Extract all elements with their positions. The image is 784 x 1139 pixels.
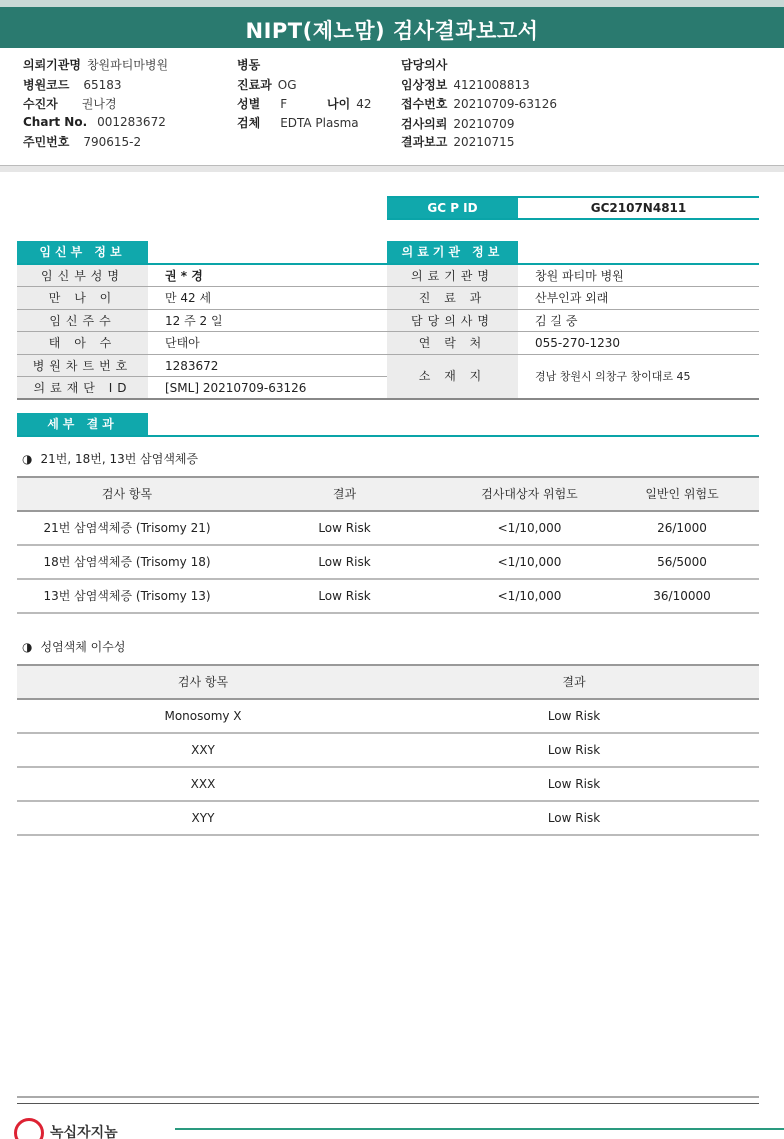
info-row (17, 355, 387, 377)
table-row (17, 768, 759, 802)
info-value: 12 주 2 일 (165, 314, 223, 328)
header-value: EDTA Plasma (280, 116, 359, 130)
header-field (23, 56, 168, 73)
header-field (401, 56, 453, 73)
company-logo-icon (14, 1118, 44, 1139)
table-cell: XYY (191, 811, 215, 825)
header-label: 수진자 (23, 97, 58, 111)
header-label: 나이 (327, 97, 351, 111)
table-header (17, 478, 759, 512)
institution-info-table (387, 265, 759, 400)
header-value: 65183 (83, 78, 122, 92)
table-row (17, 700, 759, 734)
info-key: 태 아 수 (17, 332, 148, 354)
table-cell: 26/1000 (657, 521, 707, 535)
header-label: 병원코드 (23, 78, 70, 92)
header-label: 검체 (237, 116, 261, 130)
header-value: 790615-2 (83, 135, 142, 149)
table-cell: Monosomy X (164, 709, 242, 723)
info-value: 김 길 중 (535, 314, 578, 328)
header-field (237, 76, 297, 93)
institution-section-title: 의료기관 정보 (387, 241, 518, 263)
header-value: 42 (356, 97, 372, 111)
table-cell: 21번 삼염색체증 (Trisomy 21) (43, 521, 211, 535)
header-label: 진료과 (237, 78, 272, 92)
header-label: 의뢰기관명 (23, 58, 81, 72)
title-bar (0, 0, 784, 48)
info-value: 산부인과 외래 (535, 291, 609, 305)
info-key: 담당의사명 (387, 310, 518, 331)
info-value: 1283672 (165, 359, 219, 373)
table-cell: XXX (190, 777, 216, 791)
header-value: 4121008813 (453, 78, 530, 92)
trisomy-results-table (17, 476, 759, 614)
table-cell: Low Risk (547, 709, 601, 723)
table-cell: XXY (191, 743, 215, 757)
patient-section-title: 임신부 정보 (17, 241, 148, 263)
header-label: Chart No. (23, 115, 88, 129)
header-field (237, 56, 266, 73)
header-label: 성별 (237, 97, 261, 111)
info-value: [SML] 20210709-63126 (165, 381, 307, 395)
footer-divider (17, 1103, 759, 1104)
table-cell: Low Risk (547, 811, 601, 825)
patient-section-header (17, 241, 387, 265)
info-key: 진 료 과 (387, 287, 518, 309)
header-value: 권나경 (81, 97, 117, 111)
footer-divider (17, 1096, 759, 1098)
info-key: 병원차트번호 (17, 355, 148, 376)
sex-chromosome-results-table (17, 664, 759, 838)
header-label: 병동 (237, 58, 261, 72)
column-header: 검사 항목 (101, 487, 153, 501)
gcp-id-label: GC P ID (387, 198, 518, 218)
header-field (23, 95, 117, 112)
half-circle-icon: ◑ (22, 640, 33, 654)
info-row (387, 310, 759, 332)
header-label: 접수번호 (401, 97, 448, 111)
table-row (17, 580, 759, 614)
table-cell: <1/10,000 (497, 555, 562, 569)
table-row (17, 802, 759, 836)
header-field (23, 133, 141, 150)
header-label: 결과보고 (401, 135, 448, 149)
header-field (401, 95, 557, 112)
info-row (387, 287, 759, 310)
footer-accent-line (175, 1128, 784, 1130)
header-value: 20210709 (453, 117, 515, 131)
info-value: 경남 창원시 의창구 창이대로 45 (535, 370, 691, 383)
report-header (0, 48, 784, 166)
table-row (17, 546, 759, 580)
details-section-header (17, 413, 759, 437)
table-cell: 56/5000 (657, 555, 707, 569)
table-cell: 13번 삼염색체증 (Trisomy 13) (43, 589, 211, 603)
section2-subtitle (22, 638, 125, 655)
header-value: 20210709-63126 (453, 97, 557, 111)
info-row (17, 332, 387, 355)
footer-brand: 녹십자지놈 (50, 1125, 118, 1139)
column-header: 결과 (562, 675, 586, 689)
info-key: 임신부성명 (17, 265, 148, 286)
info-key: 의료기관명 (387, 265, 518, 286)
header-field (401, 76, 530, 93)
info-row (17, 265, 387, 287)
section2-title: 성염색체 이수성 (40, 640, 126, 654)
header-value: 001283672 (97, 115, 166, 129)
institution-section-header (387, 241, 759, 265)
info-row (17, 377, 387, 398)
column-header: 검사대상자 위험도 (481, 487, 578, 501)
info-value: 창원 파티마 병원 (535, 269, 624, 283)
info-key: 임신주수 (17, 310, 148, 331)
header-label: 담당의사 (401, 58, 448, 72)
info-key: 소 재 지 (387, 355, 518, 398)
gcp-id-value: GC2107N4811 (590, 201, 687, 215)
table-cell: 36/10000 (653, 589, 711, 603)
table-cell: Low Risk (318, 521, 371, 535)
table-row (17, 512, 759, 546)
header-value: OG (277, 78, 297, 92)
column-header: 검사 항목 (177, 675, 229, 689)
patient-info-table (17, 265, 387, 400)
column-header: 일반인 위험도 (645, 487, 719, 501)
info-row (17, 310, 387, 332)
info-key: 의료재단 ID (17, 377, 148, 398)
info-row (387, 265, 759, 287)
info-value: 만 42 세 (165, 291, 212, 305)
table-header (17, 666, 759, 700)
table-cell: <1/10,000 (497, 521, 562, 535)
header-field (401, 115, 514, 132)
table-cell: Low Risk (547, 777, 601, 791)
details-section-title: 세부 결과 (17, 413, 148, 435)
header-field (401, 133, 514, 150)
header-value: 20210715 (453, 135, 515, 149)
info-value: 단태아 (165, 336, 200, 350)
gcp-id-box (387, 196, 759, 220)
info-value: 055-270-1230 (535, 336, 621, 350)
info-row (17, 287, 387, 310)
header-label: 주민번호 (23, 135, 70, 149)
header-field (23, 76, 122, 93)
table-cell: 18번 삼염색체증 (Trisomy 18) (43, 555, 211, 569)
column-header: 결과 (332, 487, 357, 501)
divider (0, 166, 784, 172)
table-cell: Low Risk (318, 555, 371, 569)
page-title: NIPT(제노맘) 검사결과보고서 (245, 19, 539, 43)
header-field (23, 115, 166, 129)
header-value: F (280, 97, 288, 111)
info-key: 연 락 처 (387, 332, 518, 354)
table-cell: Low Risk (547, 743, 601, 757)
half-circle-icon: ◑ (22, 452, 33, 466)
info-row (387, 332, 759, 355)
header-label: 검사의뢰 (401, 117, 448, 131)
header-field (327, 95, 371, 112)
info-key: 만 나 이 (17, 287, 148, 309)
header-value: 창원파티마병원 (86, 58, 169, 72)
section1-title: 21번, 18번, 13번 삼염색체증 (40, 452, 199, 466)
table-row (17, 734, 759, 768)
info-value: 권 * 경 (165, 269, 203, 283)
section1-subtitle (22, 450, 198, 467)
table-cell: Low Risk (318, 589, 371, 603)
table-cell: <1/10,000 (497, 589, 562, 603)
info-row (387, 355, 759, 398)
header-field (237, 114, 359, 131)
header-label: 임상정보 (401, 78, 448, 92)
header-field (237, 95, 287, 112)
